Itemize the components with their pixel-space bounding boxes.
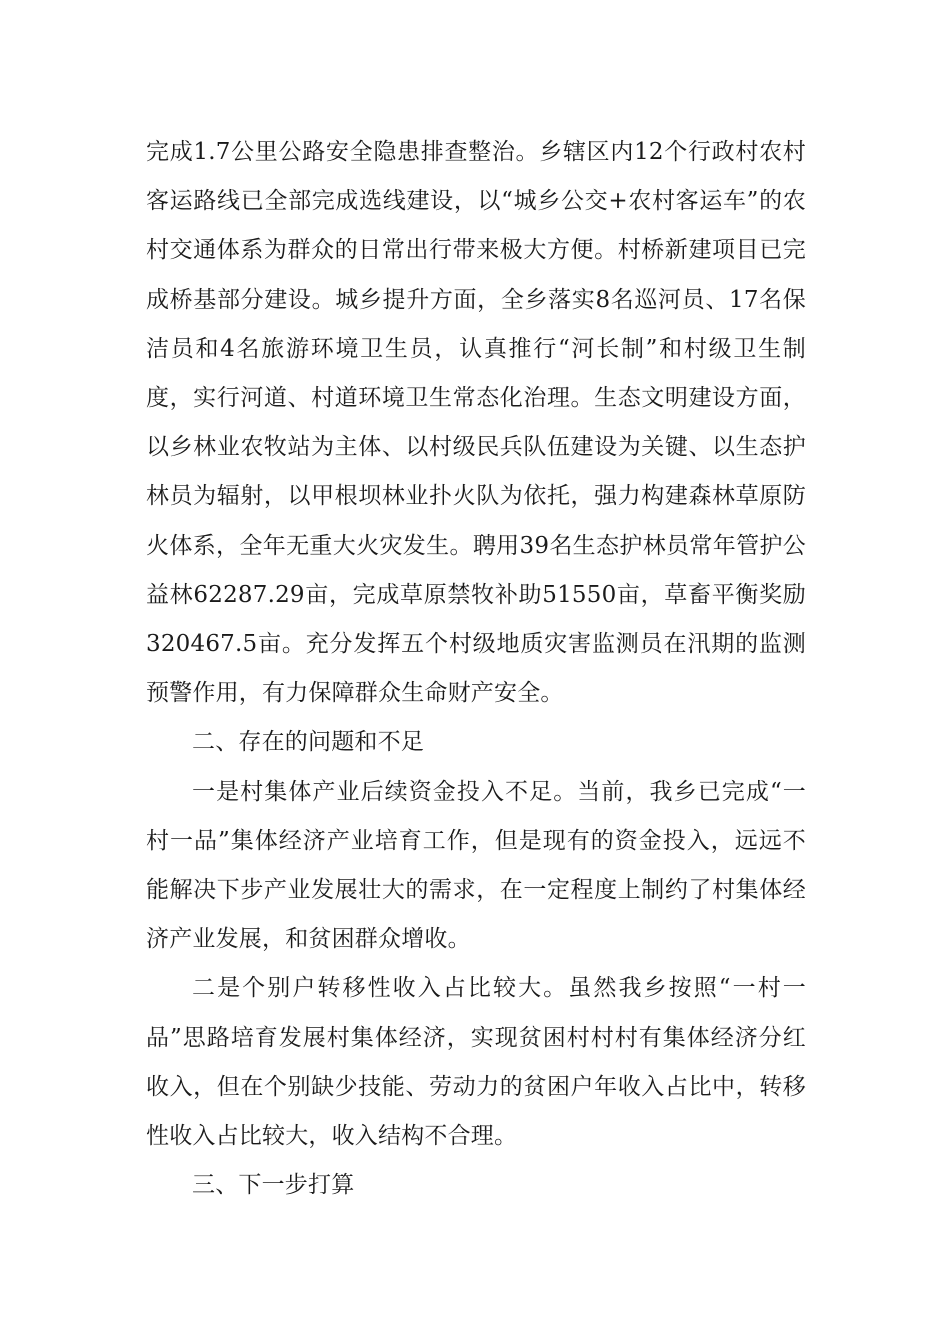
paragraph-transfer-income: 二是个别户转移性收入占比较大。虽然我乡按照“一村一品”思路培育发展村集体经济，实现贫困村村村有集体经济分红收入，但在个别缺少技能、劳动力的贫困户年收入占比中，转移性收入占比较大，收入结构不合理。 xyxy=(146,975,806,1150)
document-body xyxy=(146,128,806,1210)
section-heading-problems: 二、存在的问题和不足 xyxy=(192,729,424,756)
paragraph-continuation: 完成1.7公里公路安全隐患排查整治。乡辖区内12个行政村农村客运路线已全部完成选线建设，以“城乡公交+农村客运车”的农村交通体系为群众的日常出行带来极大方便。村桥新建项目已完成桥基部分建设。城乡提升方面，全乡落实8名巡河员、17名保洁员和4名旅游环境卫生员，认真推行“河长制”和村级卫生制度，实行河道、村道环境卫生常态化治理。生态文明建设方面，以乡林业农牧站为主体、以村级民兵队伍建设为关键、以生态护林员为辐射，以甲根坝林业扑火队为依托，强力构建森林草原防火体系，全年无重大火灾发生。聘用39名生态护林员常年管护公益林62287.29亩，完成草原禁牧补助51550亩，草畜平衡奖励320467.5亩。充分发挥五个村级地质灾害监测员在汛期的监测预警作用，有力保障群众生命财产安全。 xyxy=(146,139,806,707)
paragraph-funding-shortage: 一是村集体产业后续资金投入不足。当前，我乡已完成“一村一品”集体经济产业培育工作，但是现有的资金投入，远远不能解决下步产业发展壮大的需求，在一定程度上制约了村集体经济产业发展，和贫困群众增收。 xyxy=(146,778,806,953)
section-heading-next-steps: 三、下一步打算 xyxy=(192,1172,355,1199)
